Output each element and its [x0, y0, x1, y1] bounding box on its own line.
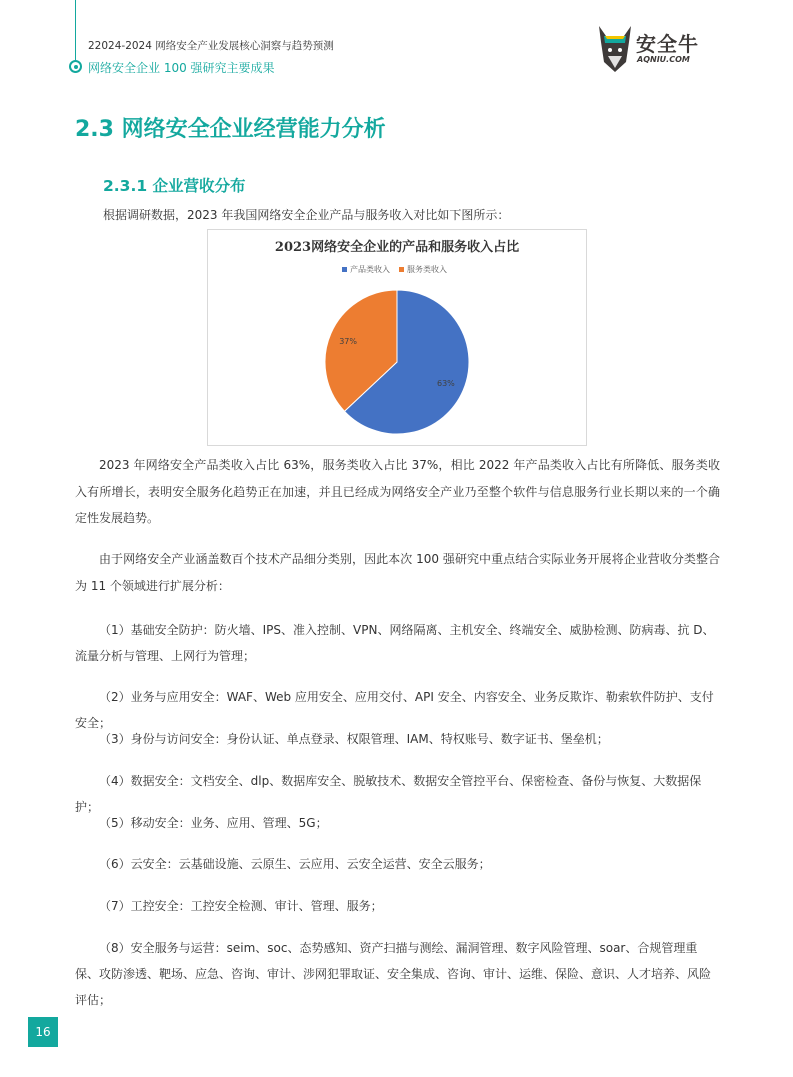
paragraph-category-intro-text: 由于网络安全产业涵盖数百个技术产品细分类别，因此本次 100 强研究中重点结合实际业务开展将企业营收分类整合为 11 个领域进行扩展分析：: [75, 552, 720, 593]
page-number: 16: [28, 1017, 58, 1047]
list-item-text: （7）工控安全：工控安全检测、审计、管理、服务；: [99, 899, 383, 913]
list-item-text: （1）基础安全防护：防火墙、IPS、准入控制、VPN、网络隔离、主机安全、终端安全、威胁检测、防病毒、抗 D、流量分析与管理、上网行为管理；: [75, 623, 715, 663]
list-item-text: （5）移动安全：业务、应用、管理、5G；: [99, 816, 328, 830]
chart-legend: [342, 264, 447, 274]
pie-chart-svg: [208, 230, 586, 445]
legend-label-service: 服务类收入: [407, 265, 447, 274]
list-item: [75, 810, 720, 836]
pie-slice-label: 37%: [339, 336, 357, 346]
header-rule: [75, 0, 76, 60]
list-item-text: （8）安全服务与运营：seim、soc、态势感知、资产扫描与测绘、漏洞管理、数字风险管理、soar、合规管理重保、攻防渗透、靶场、应急、咨询、审计、涉网犯罪取证、安全集成、咨询、审计、运维、保险、意识、人才培养、风险评估；: [75, 941, 712, 1007]
list-item-text: （4）数据安全：文档安全、dlp、数据库安全、脱敏技术、数据安全管控平台、保密检查、备份与恢复、大数据保护；: [75, 774, 702, 814]
list-item: [75, 893, 720, 919]
logo-domain: AQNIU.COM: [637, 55, 690, 64]
bullet-dot-icon: [69, 60, 82, 73]
pie-slice-label: 63%: [437, 379, 455, 389]
chart-title: 2023网络安全企业的产品和服务收入占比: [274, 240, 520, 255]
list-item: [75, 851, 720, 877]
intro-text: 根据调研数据，2023 年我国网络安全企业产品与服务收入对比如下图所示：: [103, 208, 510, 222]
section-title: 网络安全企业 100 强研究主要成果: [88, 61, 275, 75]
legend-swatch-service: [399, 267, 404, 272]
pie-slices: [325, 290, 469, 434]
logo: [596, 24, 706, 74]
list-item: [75, 617, 720, 669]
list-item-text: （2）业务与应用安全：WAF、Web 应用安全、应用交付、API 安全、内容安全、业务反欺诈、勒索软件防护、支付安全；: [75, 690, 714, 730]
legend-swatch-product: [342, 267, 347, 272]
paragraph-revenue-share-text: 2023 年网络安全产品类收入占比 63%，服务类收入占比 37%，相比 2022 年产品类收入占比有所降低、服务类收入有所增长，表明安全服务化趋势正在加速，并且已经成为网络安全产业乃至整个软件与信息服务行业长期以来的一个确定性发展趋势。: [75, 458, 720, 525]
subsection-heading: 2.3.1 企业营收分布: [103, 177, 246, 195]
list-item: [75, 935, 720, 1013]
list-item-text: （6）云安全：云基础设施、云原生、云应用、云安全运营、安全云服务；: [99, 857, 491, 871]
bull-head-icon: [596, 24, 634, 74]
logo-text: 安全牛: [636, 32, 699, 56]
report-title: 22024-2024 网络安全产业发展核心洞察与趋势预测: [88, 40, 334, 52]
legend-label-product: 产品类收入: [350, 265, 390, 274]
paragraph-revenue-share: [75, 452, 720, 532]
pie-chart: [207, 229, 587, 446]
section-heading: 2.3 网络安全企业经营能力分析: [75, 117, 386, 142]
paragraph-category-intro: [75, 546, 720, 599]
list-item: [75, 726, 720, 752]
list-item-text: （3）身份与访问安全：身份认证、单点登录、权限管理、IAM、特权账号、数字证书、堡垒机；: [99, 732, 609, 746]
